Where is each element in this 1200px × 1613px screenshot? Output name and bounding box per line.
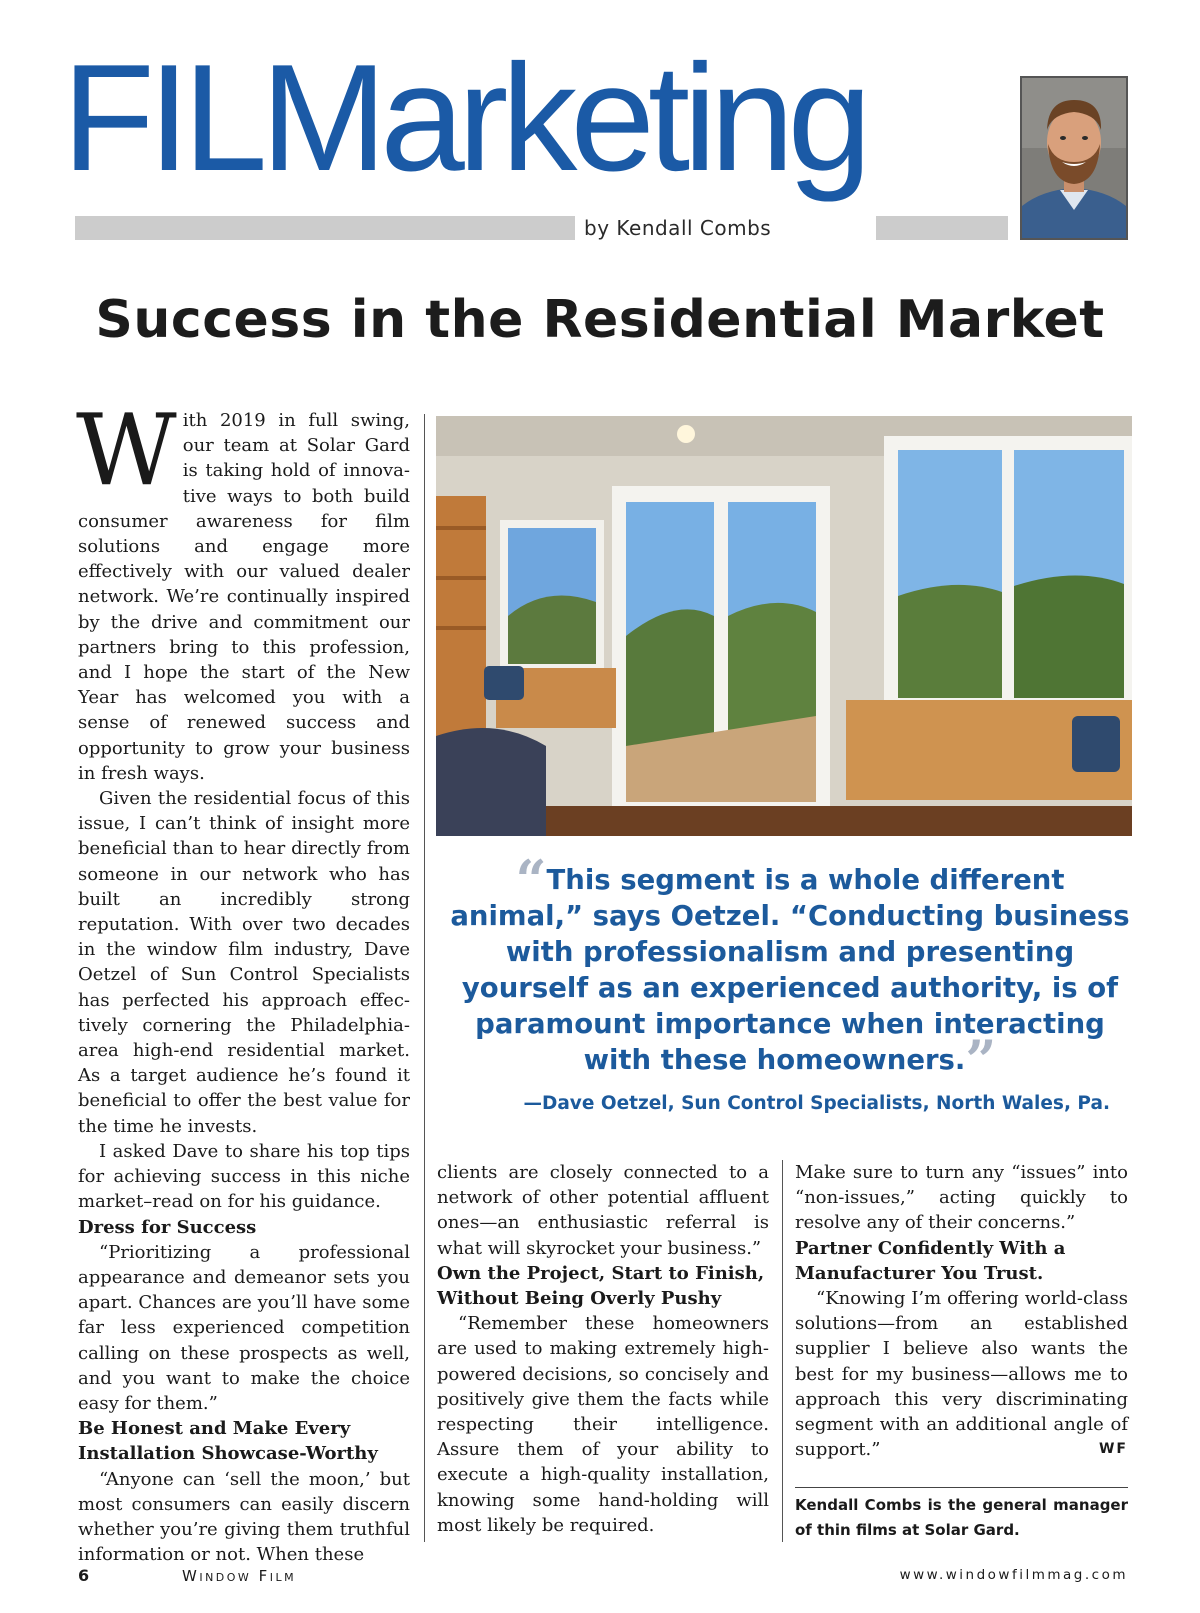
subheading-partner-confidently — [795, 1236, 1128, 1286]
subheading-line: Partner Confidently With a — [795, 1237, 1066, 1259]
author-bio: Kendall Combs is the general manager of thin films at Solar Gard. — [795, 1496, 1128, 1539]
subheading-line: Installation Showcase-Worthy — [78, 1443, 378, 1465]
subheading-line: Without Being Overly Pushy — [437, 1288, 722, 1310]
paragraph: “Remember these homeowners are used to making extremely high-powered decisions, so concisely and positively give them the facts while respecting their intelligence. Assure them of your ability to execute a high-quality installation, knowing some hand-holding will most likely be required. — [437, 1313, 769, 1536]
header-bar-right — [876, 216, 1008, 240]
pull-quote-text: This segment is a whole different animal,” says Oetzel. “Conducting business with professionalism and presenting yourself as an experienced authority, is of paramount importance when interacting with these homeowners. — [450, 864, 1130, 1076]
column-title: FILMarketing — [62, 33, 865, 203]
intro-text: ith 2019 in full swing, our team at Solar Gard is taking hold of innovative ways to both build consumer awareness for film solutions and engage more effectively with our valued dealer network. We’re continually inspired by the drive and commitment our partners bring to this profession, and I hope the start of the New Year has welcomed you with a sense of renewed success and opportunity to grow your business in fresh ways. — [78, 410, 410, 784]
pull-quote — [450, 848, 1130, 1092]
drop-cap: W — [76, 394, 177, 508]
residential-window-photo — [436, 416, 1132, 836]
pull-quote-attribution: —Dave Oetzel, Sun Control Specialists, North Wales, Pa. — [523, 1093, 1110, 1114]
paragraph — [795, 1286, 1128, 1462]
subheading-line: Be Honest and Make Every — [78, 1418, 351, 1440]
subheading-be-honest — [78, 1416, 410, 1466]
magazine-url: www.windowfilmmag.com — [899, 1567, 1128, 1583]
headline: Success in the Residential Market — [95, 290, 1105, 350]
paragraph: Make sure to turn any “issues” into “non-issues,” acting quickly to resolve any of their concerns.” — [795, 1162, 1128, 1234]
intro-paragraph — [76, 394, 410, 786]
magazine-name: Window Film — [182, 1567, 297, 1585]
byline: by Kendall Combs — [584, 216, 772, 240]
article-column-2 — [437, 1160, 769, 1538]
column-divider — [424, 414, 425, 1542]
author-portrait — [1020, 76, 1128, 240]
close-quote-icon: ” — [965, 1028, 997, 1092]
paragraph: I asked Dave to share his top tips for achieving success in this niche market–read on for his guidance. — [78, 1140, 410, 1213]
paragraph: “Prioritizing a professional appearance and demeanor sets you apart. Chances are you’ll have some far less experienced competition calling on these prospects as well, and you want to make the choice easy for them.” — [78, 1241, 410, 1414]
paragraph-text: “Knowing I’m offering world-class solutions—from an established supplier I believe also wants the best for my business—allows me to approach this very discriminating segment with an additional angle of support.” — [795, 1288, 1128, 1461]
paragraph: clients are closely connected to a network of other potential affluent ones—an enthusiastic referral is what will skyrocket your business.” — [437, 1162, 769, 1259]
article-column-1 — [76, 394, 410, 1567]
living-room-windows-image — [436, 416, 1132, 836]
subheading-line: Own the Project, Start to Finish, — [437, 1262, 765, 1284]
paragraph: Given the residential focus of this issue, I can’t think of insight more beneficial than to hear directly from someone in our network who has built an incredibly strong reputation. With over two decades in the window film industry, Dave Oetzel of Sun Control Specialists has perfected his approach effectively cornering the Philadelphia-area high-end residential market. As a target audience he’s found it beneficial to offer the best value for the time he invests. — [78, 788, 410, 1137]
bio-divider — [795, 1487, 1128, 1488]
column-divider — [782, 1160, 783, 1542]
subheading-dress-for-success: Dress for Success — [78, 1216, 257, 1238]
open-quote-icon: “ — [515, 848, 547, 912]
page-number: 6 — [78, 1566, 90, 1585]
author-portrait-image — [1022, 78, 1126, 238]
end-mark: WF — [1098, 1441, 1128, 1458]
header-bar-left — [75, 216, 575, 240]
subheading-own-the-project — [437, 1261, 769, 1311]
subheading-line: Manufacturer You Trust. — [795, 1262, 1044, 1284]
article-column-3 — [795, 1160, 1128, 1462]
paragraph: “Anyone can ‘sell the moon,’ but most consumers can easily discern whether you’re giving them truthful information or not. When these — [78, 1468, 410, 1566]
